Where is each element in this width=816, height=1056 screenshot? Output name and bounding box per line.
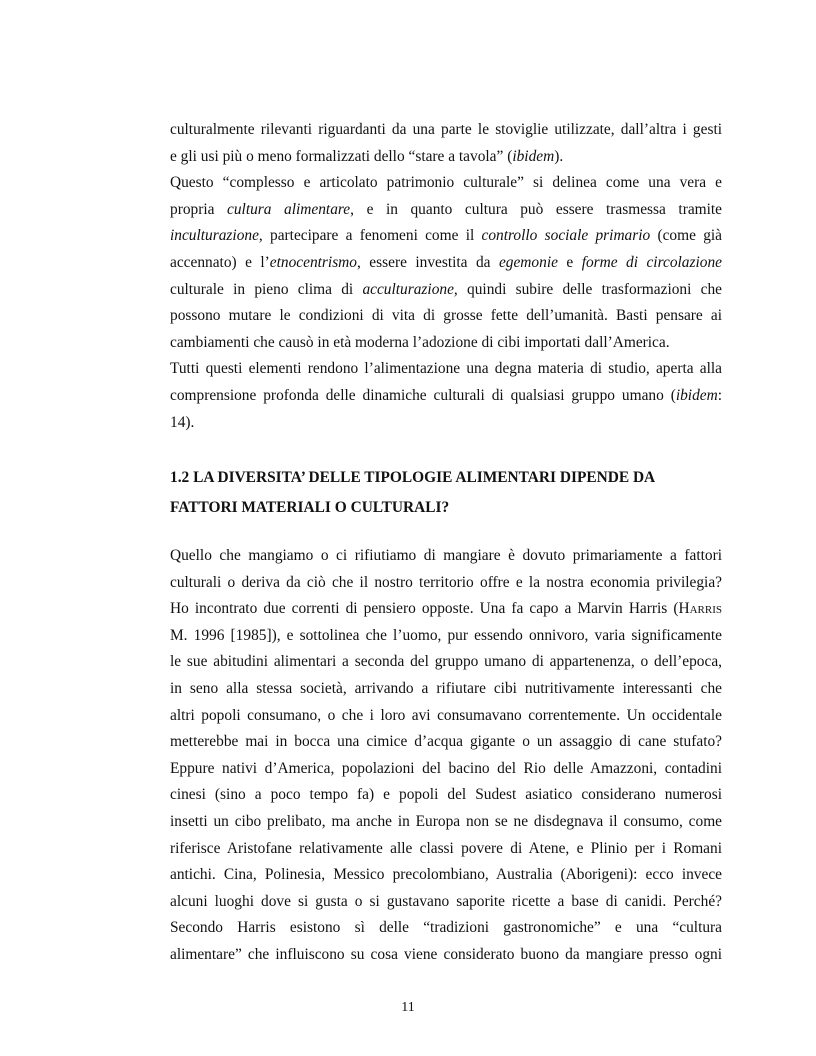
text-run: culturale in pieno clima di [170, 280, 363, 298]
text-line [170, 915, 722, 942]
heading-line-1: 1.2 LA DIVERSITA’ DELLE TIPOLOGIE ALIMENTARI DIPENDE DA [170, 469, 656, 486]
text-run: 14). [170, 413, 195, 431]
italic-text: egemonie [498, 253, 558, 271]
text-run: accennato) e l’ [170, 253, 270, 271]
text-line [170, 170, 722, 197]
text-run: in seno alla stessa società, arrivando a rifiutare cibi nutritivamente interessanti che [170, 679, 722, 697]
text-line [170, 942, 722, 969]
text-line [170, 649, 722, 676]
text-line [170, 570, 722, 597]
italic-text: ibidem [675, 386, 718, 404]
text-run: M. 1996 [1985]), e sottolinea che l’uomo, pur essendo onnivoro, varia significamente [170, 626, 722, 644]
text-line [170, 809, 722, 836]
text-line [170, 277, 722, 304]
italic-text: controllo sociale primario [481, 227, 651, 245]
small-caps-text: Harris [678, 600, 722, 618]
text-line [170, 782, 722, 809]
text-run: insetti un cibo prelibato, ma anche in Europa non se ne disdegnava il consumo, come [170, 812, 722, 830]
paragraph-block-intro [170, 117, 722, 436]
text-run: : [717, 386, 722, 404]
text-run: , quindi subire delle trasformazioni che [453, 280, 722, 298]
text-run: comprensione profonda delle dinamiche culturali di qualsiasi gruppo umano ( [170, 386, 676, 404]
text-line [170, 623, 722, 650]
text-run: propria [170, 200, 228, 218]
text-run: le sue abitudini alimentari a seconda del gruppo umano di appartenenza, o dell’epoca, [170, 653, 722, 671]
text-run: , essere investita da [357, 253, 499, 271]
text-line [170, 303, 722, 330]
italic-text: etnocentrismo [269, 253, 357, 271]
italic-text: cultura alimentare [227, 200, 351, 218]
text-run: e [557, 253, 582, 271]
text-line [170, 596, 722, 623]
text-run: metterebbe mai in bocca una cimice d’acqua gigante o un assaggio di cane stufato? [170, 733, 722, 751]
text-line [170, 330, 722, 357]
text-line [170, 250, 722, 277]
text-line [170, 836, 722, 863]
text-line [170, 889, 722, 916]
text-run: cambiamenti che causò in età moderna l’adozione di cibi importati dall’America. [170, 333, 670, 351]
text-line [170, 197, 722, 224]
text-line [170, 862, 722, 889]
text-run: alimentare” che influiscono su cosa viene considerato buono da mangiare presso ogni [170, 945, 722, 963]
italic-text: ibidem [512, 147, 555, 165]
text-run: culturalmente rilevanti riguardanti da una parte le stoviglie utilizzate, dall’altra i gesti [170, 121, 722, 138]
text-line [170, 144, 722, 171]
text-run: riferisce Aristofane relativamente alle classi povere di Atene, e Plinio per i Romani [170, 839, 722, 857]
text-run: Secondo Harris esistono sì delle “tradizioni gastronomiche” e una “cultura [170, 919, 722, 937]
text-run: ). [554, 147, 564, 165]
text-line [170, 410, 722, 437]
text-run: possono mutare le condizioni di vita di grosse fette dell’umanità. Basti pensare ai [170, 307, 722, 325]
italic-text: forme di circolazione [581, 253, 722, 271]
text-line [170, 676, 722, 703]
text-run: e gli usi più o meno formalizzati dello “stare a tavola” ( [170, 147, 513, 165]
text-run: Quello che mangiamo o ci rifiutiamo di mangiare è dovuto primariamente a fattori [170, 547, 722, 564]
text-run: Tutti questi elementi rendono l’alimentazione una degna materia di studio, aperta alla [170, 360, 722, 378]
text-line [170, 756, 722, 783]
text-run: culturali o deriva da ciò che il nostro territorio offre e la nostra economia privilegia? [170, 573, 722, 591]
italic-text: acculturazione [362, 280, 454, 298]
text-run: Eppure nativi d’America, popolazioni del bacino del Rio delle Amazzoni, contadini [170, 759, 722, 777]
text-run: , partecipare a fenomeni come il [258, 227, 482, 245]
text-run: Questo “complesso e articolato patrimonio culturale” si delinea come una vera e [170, 174, 722, 192]
text-run: (come già [650, 227, 722, 245]
text-run: cinesi (sino a poco tempo fa) e popoli del Sudest asiatico considerano numerosi [170, 786, 722, 804]
page-number: 11 [401, 1000, 415, 1015]
text-run: altri popoli consumano, o che i loro avi consumavano correntemente. Un occidentale [170, 706, 722, 724]
text-line [170, 356, 722, 383]
text-line [170, 729, 722, 756]
paragraph-block-body [170, 543, 722, 969]
text-run: alcuni luoghi dove si gusta o si gustavano saporite ricette a base di canidi. Perché? [170, 892, 722, 910]
text-line [170, 117, 722, 144]
text-run: , e in quanto cultura può essere trasmessa tramite [350, 200, 722, 218]
heading-line-2: FATTORI MATERIALI O CULTURALI? [170, 498, 450, 516]
text-run: antichi. Cina, Polinesia, Messico precolombiano, Australia (Aborigeni): ecco invece [170, 866, 722, 884]
text-line [170, 223, 722, 250]
section-heading [170, 463, 722, 522]
text-line [170, 703, 722, 730]
text-run: Ho incontrato due correnti di pensiero opposte. Una fa capo a Marvin Harris ( [170, 600, 679, 618]
text-line [170, 543, 722, 570]
text-line [170, 383, 722, 410]
italic-text: inculturazione [170, 227, 259, 245]
